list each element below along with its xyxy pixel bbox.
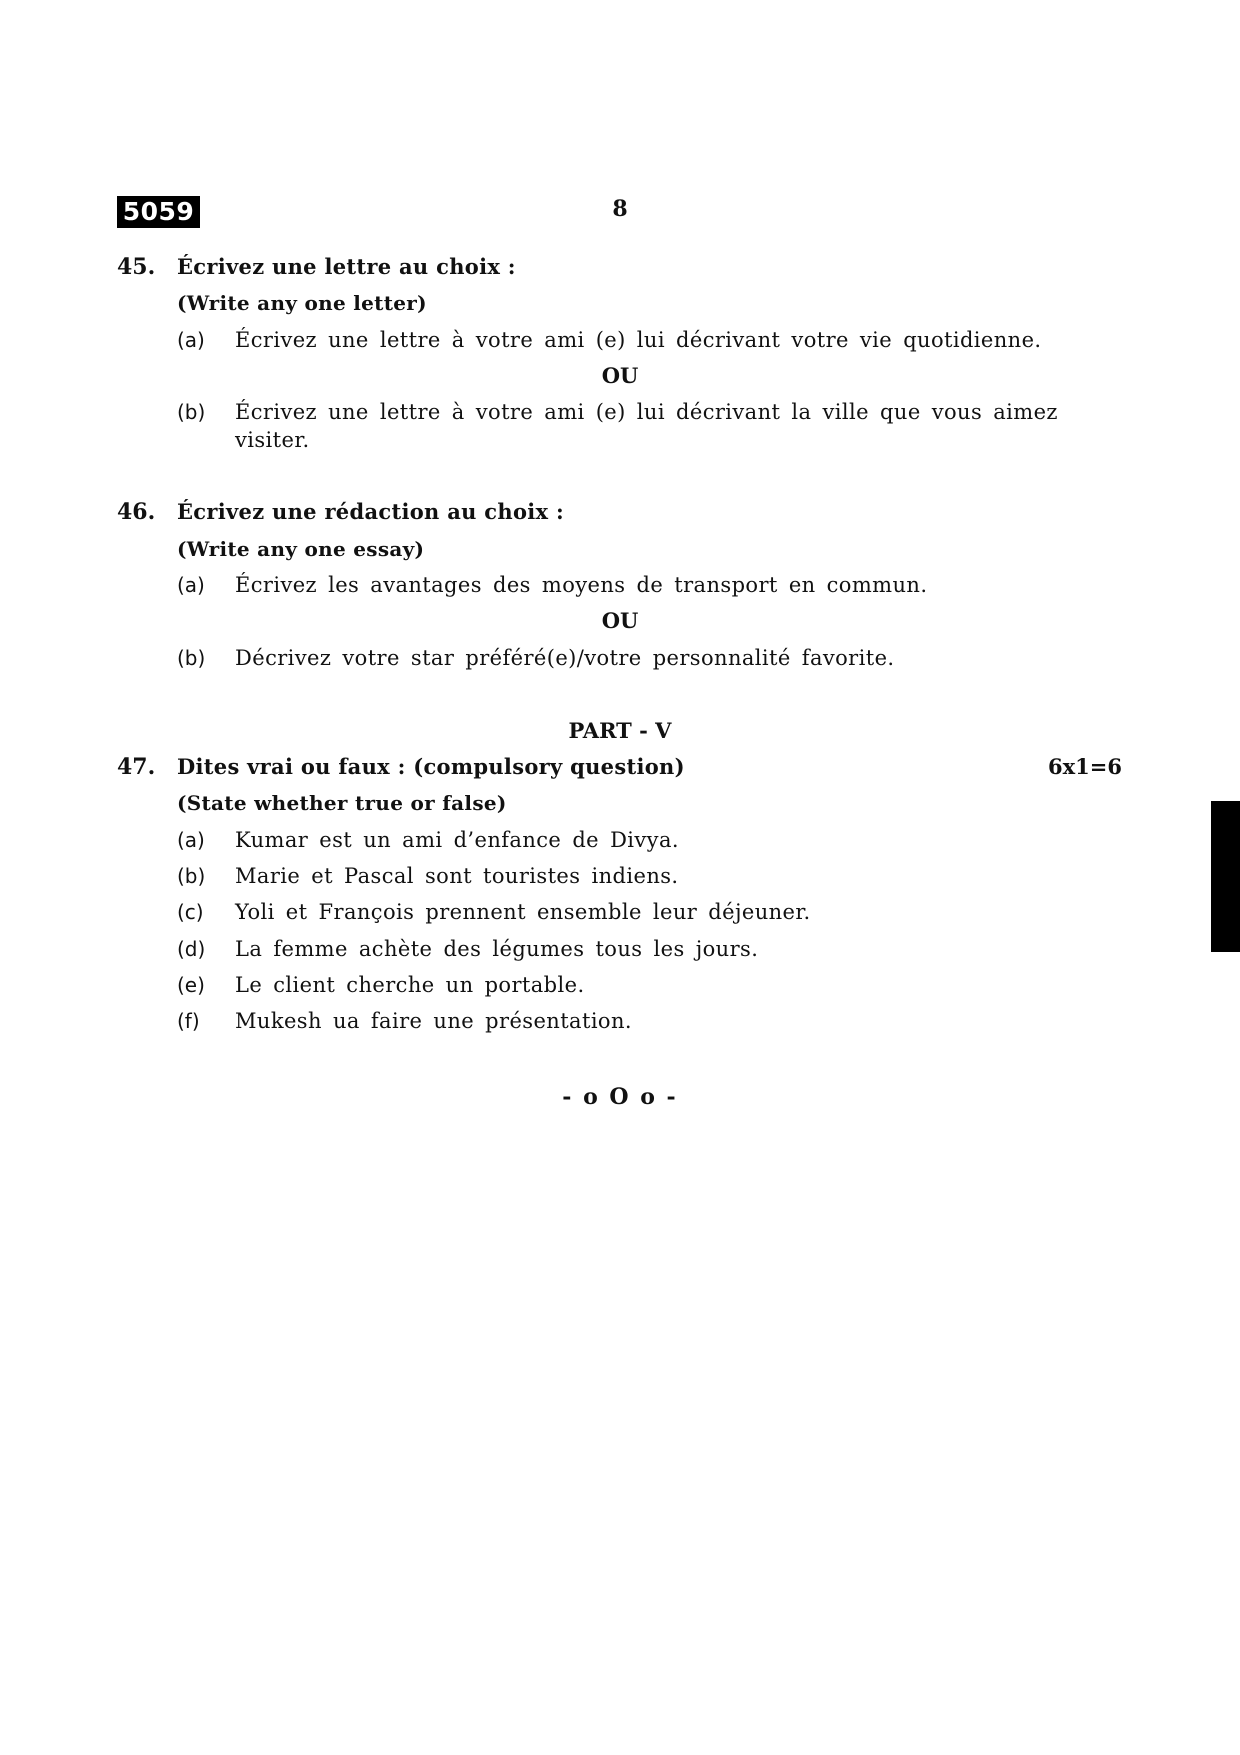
page-number: 8 bbox=[612, 196, 628, 222]
item-mark: (b) bbox=[177, 864, 206, 888]
statement-text: Mukesh ua faire une présentation. bbox=[235, 1009, 632, 1033]
option-mark: (b) bbox=[177, 646, 206, 670]
statement-text: Le client cherche un portable. bbox=[235, 973, 585, 997]
question-subtitle: (Write any one essay) bbox=[177, 537, 425, 561]
part-heading: PART - V bbox=[568, 718, 672, 743]
marks-allocation: 6x1=6 bbox=[1048, 754, 1122, 779]
question-title: Écrivez une lettre au choix : bbox=[177, 254, 516, 279]
end-of-paper-mark: - o O o - bbox=[562, 1084, 678, 1110]
statement-text: Kumar est un ami d’enfance de Divya. bbox=[235, 828, 679, 852]
statement-text: La femme achète des légumes tous les jours. bbox=[235, 937, 759, 961]
option-mark: (b) bbox=[177, 400, 206, 424]
question-number: 47. bbox=[117, 754, 156, 780]
or-separator: OU bbox=[601, 608, 639, 633]
or-separator: OU bbox=[601, 363, 639, 388]
question-number: 45. bbox=[117, 254, 156, 280]
option-text: Écrivez les avantages des moyens de transport en commun. bbox=[235, 573, 928, 597]
option-text: Décrivez votre star préféré(e)/votre personnalité favorite. bbox=[235, 646, 895, 670]
option-mark: (a) bbox=[177, 573, 205, 597]
statement-text: Yoli et François prennent ensemble leur déjeuner. bbox=[235, 900, 811, 924]
item-mark: (c) bbox=[177, 900, 204, 924]
question-title: Dites vrai ou faux : (compulsory question) bbox=[177, 754, 685, 779]
paper-code-badge: 5059 bbox=[117, 196, 200, 228]
question-title: Écrivez une rédaction au choix : bbox=[177, 499, 565, 524]
item-mark: (a) bbox=[177, 828, 205, 852]
statement-text: Marie et Pascal sont touristes indiens. bbox=[235, 864, 679, 888]
option-text: Écrivez une lettre à votre ami (e) lui décrivant votre vie quotidienne. bbox=[235, 328, 1042, 352]
item-mark: (e) bbox=[177, 973, 205, 997]
option-text: Écrivez une lettre à votre ami (e) lui décrivant la ville que vous aimez visiter. bbox=[235, 400, 1058, 452]
question-subtitle: (State whether true or false) bbox=[177, 791, 507, 815]
question-subtitle: (Write any one letter) bbox=[177, 291, 427, 315]
item-mark: (d) bbox=[177, 937, 206, 961]
edge-marker-bar bbox=[1211, 801, 1240, 952]
question-number: 46. bbox=[117, 499, 156, 525]
option-mark: (a) bbox=[177, 328, 205, 352]
item-mark: (f) bbox=[177, 1009, 200, 1033]
